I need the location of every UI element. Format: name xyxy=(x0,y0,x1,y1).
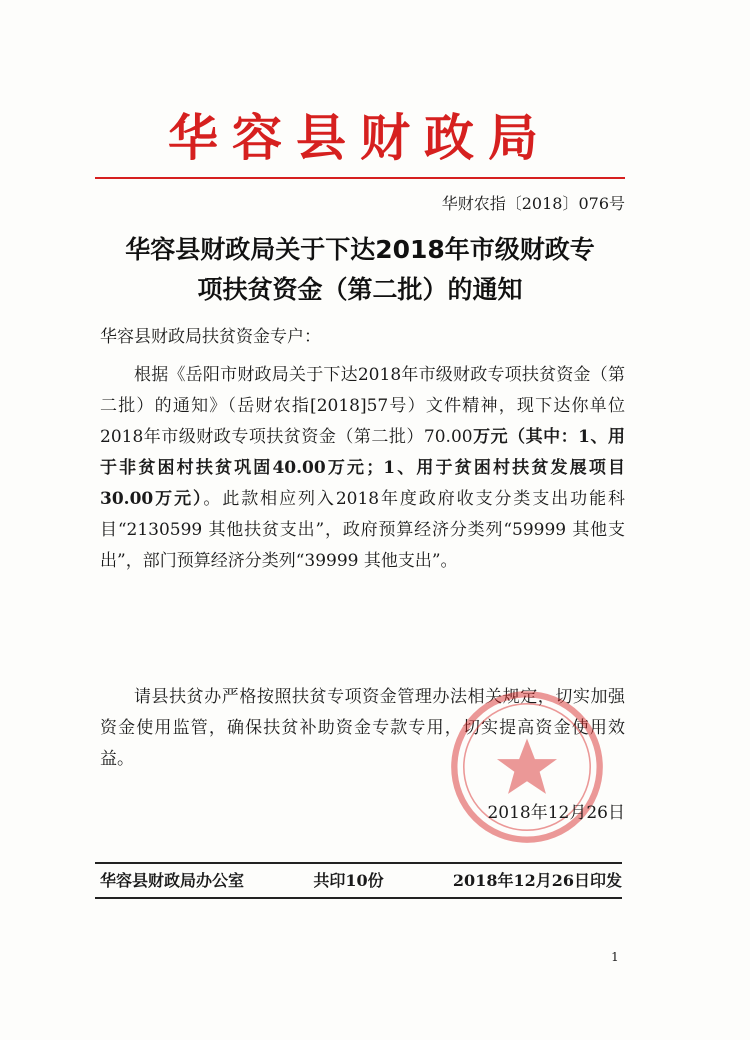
footer-copies: 共印10份 xyxy=(313,871,384,890)
para1-bold-text: 万元（其中：1、用于非贫困村扶贫巩固40.00万元；1、用于贫困村扶贫发展项目30.00万元） xyxy=(100,427,625,509)
document-title xyxy=(95,230,625,310)
body-paragraph-2: 请县扶贫办严格按照扶贫专项资金管理办法相关规定，切实加强资金使用监管，确保扶贫补助资金专款专用，切实提高资金使用效益。 xyxy=(100,687,625,769)
footer xyxy=(100,869,622,893)
footer-office: 华容县财政局办公室 xyxy=(100,871,245,890)
para1-rest-text: 。此款相应列入2018年度政府收支分类支出功能科目“2130599 其他扶贫支出”，政府预算经济分类列“59999 其他支出”，部门预算经济分类列“39999 其他支出”。 xyxy=(100,489,626,571)
footer-top-rule xyxy=(95,862,622,864)
red-divider-line xyxy=(95,177,625,179)
salutation: 华容县财政局扶贫资金专户： xyxy=(100,327,321,347)
footer-print-date: 2018年12月26日印发 xyxy=(452,871,622,890)
body-paragraph-1 xyxy=(100,360,625,577)
footer-bottom-rule xyxy=(95,897,622,899)
title-line-2: 项扶贫资金（第二批）的通知 xyxy=(197,275,523,304)
issue-date: 2018年12月26日 xyxy=(487,803,625,823)
title-line-1: 华容县财政局关于下达2018年市级财政专 xyxy=(125,235,595,264)
org-header: 华容县财政局 xyxy=(168,108,552,167)
document-number: 华财农指〔2018〕076号 xyxy=(441,194,625,213)
para1-text: 根据《岳阳市财政局关于下达2018年市级财政专项扶贫资金（第二批）的通知》（岳财农指[2018]57号）文件精神，现下达你单位2018年市级财政专项扶贫资金（第二批）70.00 xyxy=(100,365,625,447)
page-number: 1 xyxy=(611,950,619,964)
